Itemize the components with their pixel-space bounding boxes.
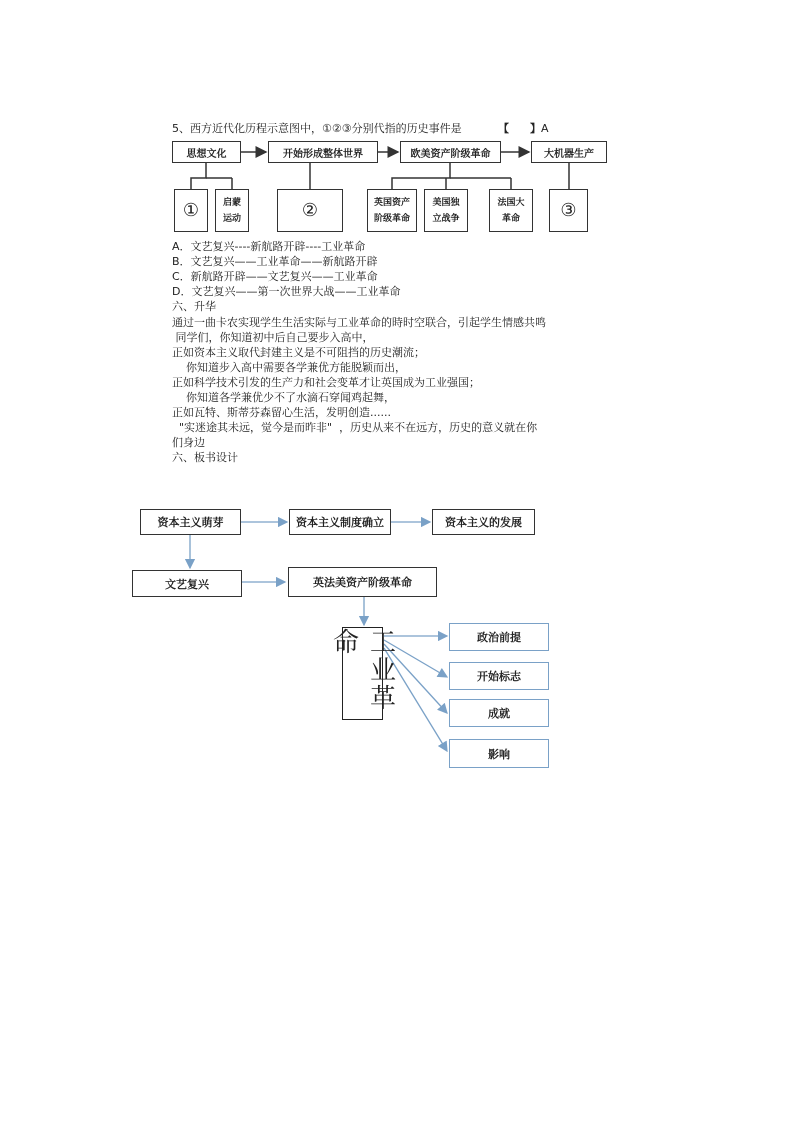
sublimation-line: 们身边 xyxy=(172,436,205,449)
sublimation-line: 正如科学技术引发的生产力和社会变革才让英国成为工业强国； xyxy=(172,376,480,389)
board-box-industrial-revolution xyxy=(328,627,396,720)
board-box-beginning-mark: 开始标志 xyxy=(449,662,549,690)
sublimation-line: "实迷途其未远，觉今是而昨非" ，历史从来不在远方，历史的意义就在你 xyxy=(172,421,538,434)
diagram-box-english-revolution: 英国资产 阶级革命 xyxy=(367,189,417,232)
industrial-revolution-label: 工业革命 xyxy=(328,628,396,712)
diagram-blank-3: ③ xyxy=(549,189,588,232)
board-box-capitalism-development: 资本主义的发展 xyxy=(432,509,535,535)
diagram-box-french-revolution: 法国大 革命 xyxy=(489,189,533,232)
sublimation-line: 同学们，你知道初中后自己要步入高中， xyxy=(172,331,374,344)
board-box-renaissance: 文艺复兴 xyxy=(132,570,242,597)
option-c: C．新航路开辟——文艺复兴——工业革命 xyxy=(172,270,378,283)
section-board-heading: 六、板书设计 xyxy=(172,451,238,464)
board-box-impact: 影响 xyxy=(449,739,549,768)
diagram-blank-2: ② xyxy=(277,189,343,232)
sublimation-line: 正如瓦特、斯蒂芬森留心生活，发明创造...... xyxy=(172,406,391,419)
answer-letter: A xyxy=(541,122,549,135)
question-stem-text: 5、西方近代化历程示意图中，①②③分别代指的历史事件是 xyxy=(172,122,462,135)
diagram-blank-1: ① xyxy=(174,189,208,232)
board-box-bourgeois-revolutions: 英法美资产阶级革命 xyxy=(288,567,437,597)
option-b: B．文艺复兴——工业革命——新航路开辟 xyxy=(172,255,378,268)
answer-bracket-close: 】 xyxy=(530,122,541,135)
diagram-box-enlightenment: 启蒙 运动 xyxy=(215,189,249,232)
diagram-box-machine-production: 大机器生产 xyxy=(531,141,607,163)
option-d: D．文艺复兴——第一次世界大战——工业革命 xyxy=(172,285,401,298)
board-box-capitalism-sprout: 资本主义萌芽 xyxy=(140,509,241,535)
answer-bracket-open: 【 xyxy=(498,122,509,135)
section-sublimation-heading: 六、升华 xyxy=(172,300,216,313)
diagram-box-revolutions: 欧美资产阶级革命 xyxy=(400,141,501,163)
sublimation-line: 你知道步入高中需要各学兼优方能脱颖而出， xyxy=(172,361,406,374)
diagram-box-american-independence: 美国独 立战争 xyxy=(424,189,468,232)
board-box-political-premise: 政治前提 xyxy=(449,623,549,651)
board-box-capitalism-established: 资本主义制度确立 xyxy=(289,509,391,535)
option-a: A．文艺复兴----新航路开辟----工业革命 xyxy=(172,240,366,253)
board-box-achievements: 成就 xyxy=(449,699,549,727)
diagram-box-thought-culture: 思想文化 xyxy=(172,141,241,163)
sublimation-line: 你知道各学兼优少不了水滴石穿闻鸡起舞， xyxy=(172,391,395,404)
sublimation-line: 通过一曲卡农实现学生生活实际与工业革命的時时空联合，引起学生情感共鸣 xyxy=(172,316,546,329)
diagram-box-whole-world: 开始形成整体世界 xyxy=(268,141,378,163)
sublimation-line: 正如资本主义取代封建主义是不可阻挡的历史潮流； xyxy=(172,346,425,359)
